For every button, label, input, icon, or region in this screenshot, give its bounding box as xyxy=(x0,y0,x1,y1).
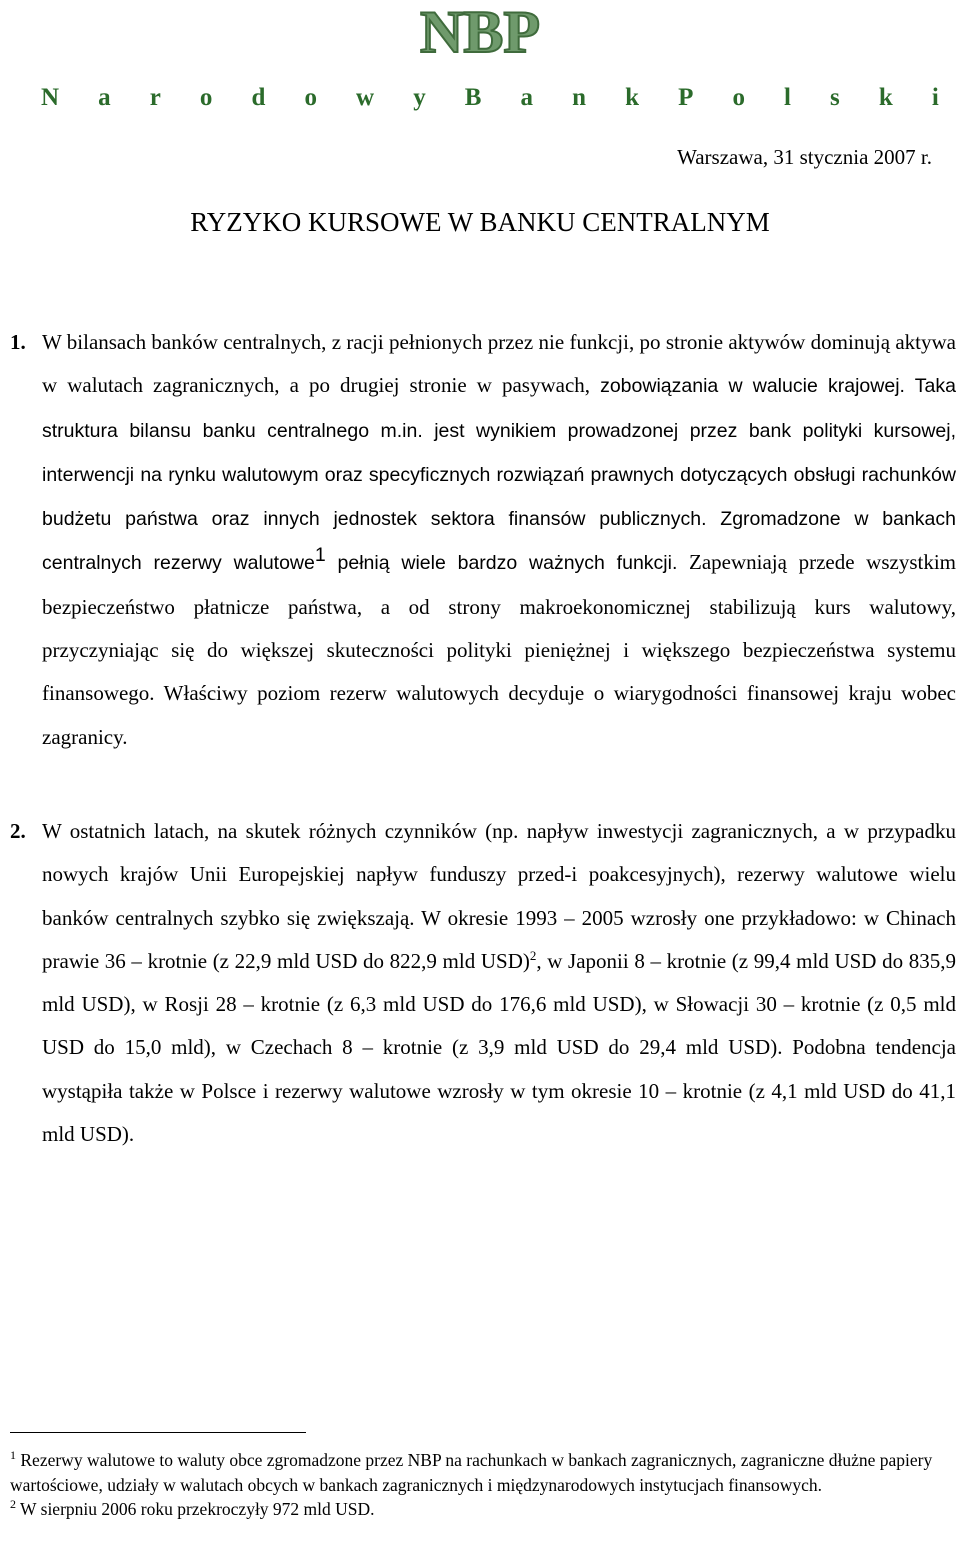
bank-name-letter: k xyxy=(878,84,893,111)
bank-name-letter: r xyxy=(149,84,161,111)
footnote-1 xyxy=(10,1448,940,1497)
bank-name-letter: w xyxy=(356,84,375,111)
section-number: 2. xyxy=(10,819,26,843)
bank-name-letter: P xyxy=(678,84,694,111)
nbp-logo xyxy=(0,0,960,66)
footnote-ref-2[interactable]: 2 xyxy=(529,947,537,963)
footnotes xyxy=(10,1448,940,1522)
bank-name-letter: y xyxy=(413,84,426,111)
document-title: RYZYKO KURSOWE W BANKU CENTRALNYM xyxy=(190,207,770,237)
bank-name-letter: o xyxy=(732,84,745,111)
section-text: Zapewniają przede wszystkim bezpieczeństwo płatnicze państwa, a od strony makroekonomicznej stabilizują kurs walutowy, przyczyniając się do większej skuteczności polityki pieniężnej i większego bezpieczeństwa systemu finansowego. Właściwy poziom rezerw walutowych decyduje o wiarygodności finansowej kraju wobec zagranicy. xyxy=(42,550,956,749)
bank-name-letter: a xyxy=(98,84,111,111)
footnote-2 xyxy=(10,1497,940,1522)
section-number: 1. xyxy=(10,330,26,354)
bank-name-letter: k xyxy=(625,84,639,111)
section-text-sans: pełnią wiele bardzo ważnych funkcji. xyxy=(325,552,678,575)
bank-name-letter: i xyxy=(931,84,939,111)
footnote-text: Rezerwy walutowe to waluty obce zgromadzone przez NBP na rachunkach w bankach zagranicznych, zagraniczne dłużne papiery wartościowe, udziały w walutach obcych w bankach zagranicznych i międzynarodowych instytucjach finansowych. xyxy=(10,1450,933,1495)
section-paragraph xyxy=(42,321,956,759)
bank-name-letter: s xyxy=(830,84,840,111)
section-1 xyxy=(0,321,960,759)
footnote-text: W sierpniu 2006 roku przekroczyły 972 mld USD. xyxy=(16,1499,375,1520)
bank-name-letter: o xyxy=(199,84,213,111)
footnote-marker: 2 xyxy=(10,1497,16,1512)
section-text: W ostatnich latach, na skutek różnych czynników (np. napływ inwestycji zagranicznych, a w przypadku nowych krajów Unii Europejskiej napływ funduszy przed-i poakcesyjnych), rezerwy walutowe wielu banków centralnych szybko się zwiększają. W okresie 1993 – 2005 wzrosły one przykładowo: w Chinach prawie 36 – krotnie (z 22,9 mld USD do 822,9 mld USD) xyxy=(42,819,956,973)
footnote-marker: 1 xyxy=(10,1448,16,1463)
footnote-divider xyxy=(10,1432,306,1433)
section-text: W bilansach banków centralnych, z racji pełnionych przez nie funkcji, po stronie aktywów dominują aktywa w walutach zagranicznych, a po drugiej stronie w pasywach, xyxy=(42,330,956,398)
bank-name-letter: d xyxy=(251,84,266,111)
nbp-logo-mark xyxy=(405,0,555,62)
section-text-sans: zobowiązania w walucie krajowej. Taka struktura bilansu banku centralnego m.in. jest wynikiem prowadzonej przez bank polityki kursowej, interwencji na rynku walutowym oraz specyficznych rozwiązań prawnych dotyczących obsługi rachunków budżetu państwa oraz innych jednostek sektora finansów publicznych. Zgromadzone w bankach centralnych rezerwy walutowe xyxy=(42,375,956,575)
footnote-ref-1[interactable]: 1 xyxy=(314,544,326,567)
section-text: , w Japonii 8 – krotnie (z 99,4 mld USD do 835,9 mld USD), w Rosji 28 – krotnie (z 6,3 mld USD do 176,6 mld USD), w Słowacji 30 – krotnie (z 0,5 mld USD do 15,0 mld), w Czechach 8 – krotnie (z 3,9 mld USD do 29,4 mld USD). Podobna tendencja wystąpiła także w Polsce i rezerwy walutowe wzrosły w tym okresie 10 – krotnie (z 4,1 mld USD do 41,1 mld USD). xyxy=(42,948,956,1147)
section-2 xyxy=(0,810,960,1156)
bank-name-heading xyxy=(41,84,939,116)
bank-name-letter: l xyxy=(784,84,791,111)
section-paragraph xyxy=(42,810,956,1156)
bank-name-letter: N xyxy=(41,84,60,111)
bank-name-letter: o xyxy=(304,84,317,111)
bank-name-letter: a xyxy=(520,84,534,111)
bank-name-letter: n xyxy=(572,84,587,111)
bank-name-letter: B xyxy=(464,84,482,111)
document-date: Warszawa, 31 stycznia 2007 r. xyxy=(677,145,932,169)
logo-text: NBP xyxy=(420,0,540,62)
